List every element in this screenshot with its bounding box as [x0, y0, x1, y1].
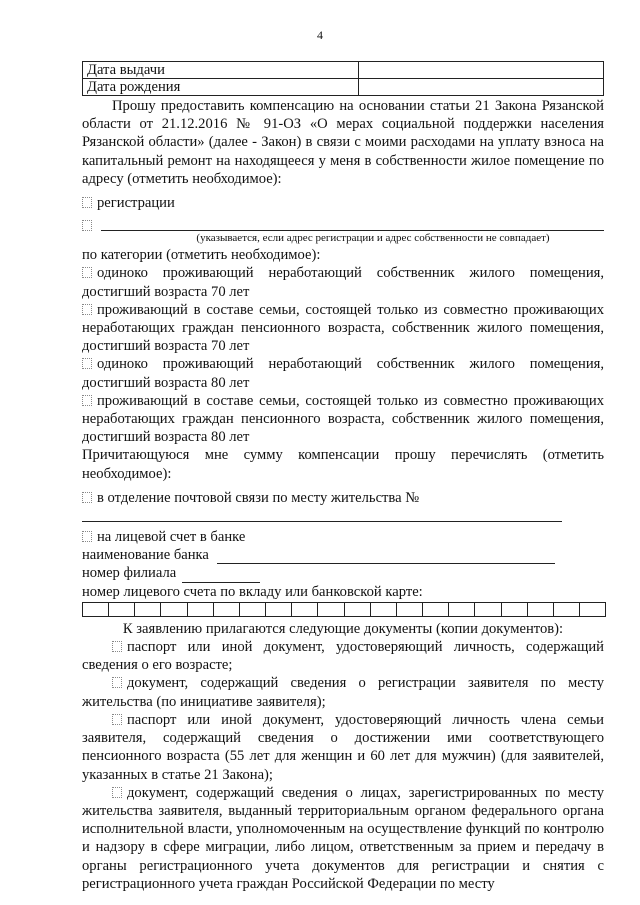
table-label: Дата выдачи: [83, 62, 359, 79]
address-input-line[interactable]: [101, 218, 604, 231]
account-label: номер лицевого счета по вкладу или банковской карте:: [82, 583, 423, 600]
table-row: [83, 79, 604, 96]
bank-name-row: наименование банка: [82, 546, 604, 564]
checkbox-icon[interactable]: [82, 358, 92, 369]
checkbox-icon[interactable]: [82, 304, 92, 315]
checkbox-icon[interactable]: [112, 677, 122, 688]
page-number: 4: [317, 28, 323, 42]
table-label: Дата рождения: [83, 79, 359, 96]
category-item: одиноко проживающий неработающий собственник жилого помещения, достигший возраста 70 лет: [82, 265, 604, 300]
checkbox-icon[interactable]: [82, 531, 92, 542]
checkbox-icon[interactable]: [82, 267, 92, 278]
document-item: паспорт или иной документ, удостоверяющий личность, содержащий сведения о его возрасте;: [82, 639, 604, 674]
transfer-post-option: в отделение почтовой связи по месту жительства №: [82, 489, 604, 507]
branch-input-line[interactable]: [182, 570, 260, 583]
documents-heading: К заявлению прилагаются следующие документы (копии документов):: [122, 620, 564, 637]
checkbox-icon[interactable]: [112, 641, 122, 652]
checkbox-icon[interactable]: [82, 220, 92, 231]
branch-row: номер филиала: [82, 564, 604, 582]
category-item: одиноко проживающий неработающий собственник жилого помещения, достигший возраста 80 лет: [82, 356, 604, 391]
checkbox-icon[interactable]: [112, 714, 122, 725]
info-table: [82, 61, 604, 96]
document-item: документ, содержащий сведения о регистрации заявителя по месту жительства (по инициативе заявителя);: [82, 675, 604, 710]
bank-name-input-line[interactable]: [217, 551, 555, 564]
checkbox-icon[interactable]: [82, 395, 92, 406]
table-row: [83, 62, 604, 79]
checkbox-icon[interactable]: [82, 492, 92, 503]
transfer-bank-option: на лицевой счет в банке: [82, 528, 604, 546]
document-item: документ, содержащий сведения о лицах, зарегистрированных по месту жительства заявителя, выданный территориальным органом федерального органа исполнительной власти, уполномоченным на осуществление функций по контролю и надзору в сфере миграции, либо лицом, ответственным за прием и передачу в органы регистрационного учета документов для регистрации и снятия с регистрационного учета граждан Российской Федерации по месту: [82, 784, 604, 892]
post-office-line[interactable]: [82, 521, 562, 522]
checkbox-icon[interactable]: [82, 197, 92, 208]
address-option-other: [82, 218, 604, 231]
table-value[interactable]: [359, 79, 604, 96]
address-note: (указывается, если адрес регистрации и адрес собственности не совпадает): [196, 232, 550, 245]
document-body: [82, 61, 604, 893]
document-item: паспорт или иной документ, удостоверяющий личность члена семьи заявителя, содержащий сведения о достижении ими соответствующего пенсионного возраста (55 лет для женщин и 60 лет для мужчин) (для заявителей, указанных в статье 21 Закона);: [82, 711, 604, 783]
address-option-registration: [82, 194, 604, 212]
transfer-heading: Причитающуюся мне сумму компенсации прошу перечислять (отметить необходимое):: [82, 447, 604, 482]
account-digit-boxes[interactable]: [82, 602, 606, 617]
checkbox-icon[interactable]: [112, 787, 122, 798]
category-item: проживающий в составе семьи, состоящей только из совместно проживающих неработающих граждан пенсионного возраста, собственник жилого помещения, достигший возраста 70 лет: [82, 301, 604, 355]
table-value[interactable]: [359, 62, 604, 79]
address-option-label: регистрации: [97, 195, 175, 212]
category-item: проживающий в составе семьи, состоящей только из совместно проживающих неработающих граждан пенсионного возраста, собственник жилого помещения, достигший возраста 80 лет: [82, 392, 604, 446]
request-paragraph: Прошу предоставить компенсацию на основании статьи 21 Закона Рязанской области от 21.12.2016 № 91-ОЗ «О мерах социальной поддержки населения Рязанской области» (далее - Закон) в связи с моими расходами на уплату взноса на капитальный ремонт на находящееся у меня в собственности жилое помещение по адресу (отметить необходимое):: [82, 98, 604, 187]
category-heading: по категории (отметить необходимое):: [82, 247, 321, 264]
